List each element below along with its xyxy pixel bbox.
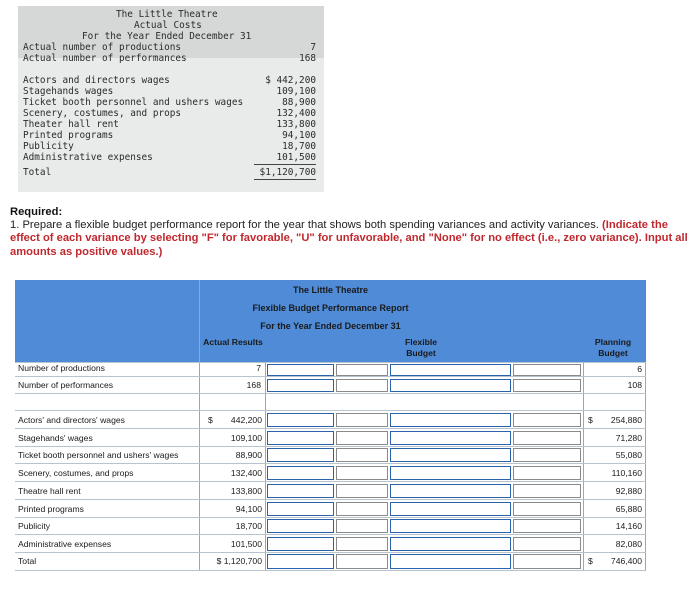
row-line (15, 410, 646, 411)
required-heading: Required: (10, 206, 63, 218)
activity-variance-effect-select[interactable] (513, 431, 581, 445)
total-actual: $ 1,120,700 (216, 556, 262, 566)
costs-item-value: 101,500 (276, 152, 316, 163)
row-line (15, 534, 646, 535)
item-planning: 65,880 (615, 504, 642, 514)
flexible-budget-input[interactable] (390, 519, 511, 533)
activity-variance-effect-select[interactable] (513, 448, 581, 462)
total-rule (254, 164, 316, 165)
item-actual: 109,100 (230, 433, 262, 443)
required-instruction: (Indicate the effect of each variance by selecting "F" for favorable, "U" for unfavorable, and "None" for no effect (i.e., zero variance). Input all amounts as positive values.) (10, 219, 688, 258)
costs-item-label: Actors and directors wages (23, 75, 170, 86)
spending-variance-effect-select[interactable] (336, 431, 388, 445)
costs-stat-value: 168 (299, 53, 316, 64)
row-line (15, 393, 646, 394)
col-planning-budget: Planning Budget (594, 337, 632, 358)
costs-item-label: Administrative expenses (23, 152, 153, 163)
spending-variance-effect-select[interactable] (336, 519, 388, 533)
costs-item-value: $ 442,200 (265, 75, 316, 86)
row-line (15, 428, 646, 429)
activity-variance-effect-select[interactable] (513, 519, 581, 533)
item-actual: 132,400 (230, 468, 262, 478)
stat-label: Number of performances (18, 380, 114, 390)
flexible-budget-input[interactable] (390, 364, 511, 376)
item-label: Actors' and directors' wages (18, 415, 125, 425)
item-planning: 55,080 (615, 450, 642, 460)
row-line (15, 499, 646, 500)
activity-variance-effect-select[interactable] (513, 413, 581, 427)
spending-variance-input[interactable] (267, 379, 334, 392)
dollar-sign: $ (208, 415, 213, 425)
item-actual: 88,900 (235, 450, 262, 460)
activity-variance-effect-select[interactable] (513, 466, 581, 480)
stat-actual: 168 (246, 380, 261, 390)
spending-variance-input[interactable] (267, 484, 334, 498)
report-period: For the Year Ended December 31 (260, 321, 401, 331)
item-label: Scenery, costumes, and props (18, 468, 134, 478)
spending-variance-effect-select[interactable] (336, 379, 388, 392)
costs-item-label: Ticket booth personnel and ushers wages (23, 97, 244, 108)
flexible-budget-input[interactable] (390, 502, 511, 516)
item-actual: 133,800 (230, 486, 262, 496)
item-label: Ticket booth personnel and ushers' wages (18, 450, 179, 460)
stat-actual: 7 (256, 363, 261, 373)
costs-title: The Little Theatre (116, 9, 218, 20)
col-flexible-budget: Flexible Budget (405, 337, 437, 358)
report-title: The Little Theatre (292, 285, 368, 295)
costs-item-value: 88,900 (282, 97, 316, 108)
stat-planning: 108 (627, 380, 642, 390)
item-planning: 82,080 (615, 539, 642, 549)
flexible-budget-input[interactable] (390, 431, 511, 445)
spending-variance-input[interactable] (267, 554, 334, 569)
stat-label: Number of productions (18, 363, 105, 373)
costs-total-label: Total (23, 167, 52, 178)
item-planning: 110,160 (611, 468, 642, 478)
required-task: 1. Prepare a flexible budget performance report for the year that shows both spending variances and activity variances. (10, 219, 599, 232)
item-label: Printed programs (18, 504, 84, 514)
stat-planning: 6 (637, 364, 642, 374)
item-actual: 18,700 (235, 521, 262, 531)
spending-variance-input[interactable] (267, 502, 334, 516)
required-text-block (10, 219, 694, 259)
spending-variance-input[interactable] (267, 537, 334, 551)
item-label: Theatre hall rent (18, 486, 81, 496)
activity-variance-effect-select[interactable] (513, 554, 581, 569)
costs-total-value: $1,120,700 (259, 167, 316, 178)
item-planning: 71,280 (615, 433, 642, 443)
spending-variance-input[interactable] (267, 413, 334, 427)
total-double-rule (254, 179, 316, 180)
costs-item-label: Stagehands wages (23, 86, 114, 97)
row-line (15, 446, 646, 447)
costs-item-label: Publicity (23, 141, 74, 152)
spending-variance-input[interactable] (267, 466, 334, 480)
spending-variance-effect-select[interactable] (336, 448, 388, 462)
flexible-budget-input[interactable] (390, 379, 511, 392)
costs-item-label: Theater hall rent (23, 119, 119, 130)
flexible-budget-input[interactable] (390, 413, 511, 427)
row-line (15, 481, 646, 482)
item-label: Publicity (18, 521, 50, 531)
activity-variance-effect-select[interactable] (513, 484, 581, 498)
costs-subtitle: Actual Costs (134, 20, 202, 31)
costs-item-value: 133,800 (276, 119, 316, 130)
costs-stat-label: Actual number of productions (23, 42, 182, 53)
spending-variance-effect-select[interactable] (336, 413, 388, 427)
costs-stat-value: 7 (310, 42, 316, 53)
costs-item-label: Printed programs (23, 130, 114, 141)
activity-variance-effect-select[interactable] (513, 537, 581, 551)
performance-report-table (15, 280, 646, 571)
spending-variance-effect-select[interactable] (336, 502, 388, 516)
spending-variance-input[interactable] (267, 519, 334, 533)
required-instructions (10, 206, 694, 259)
total-planning: 746,400 (610, 556, 642, 566)
item-actual: 101,500 (230, 539, 262, 549)
row-line (15, 552, 646, 553)
spending-variance-input[interactable] (267, 364, 334, 376)
spending-variance-input[interactable] (267, 431, 334, 445)
activity-variance-effect-select[interactable] (513, 502, 581, 516)
actual-costs-block (18, 6, 324, 192)
flexible-budget-input[interactable] (390, 554, 511, 569)
col-separator (199, 280, 200, 571)
spending-variance-effect-select[interactable] (336, 484, 388, 498)
activity-variance-effect-select[interactable] (513, 379, 581, 392)
dollar-sign: $ (588, 415, 593, 425)
item-planning: 92,880 (615, 486, 642, 496)
dollar-sign: $ (588, 556, 593, 566)
item-actual: 442,200 (230, 415, 262, 425)
row-line (15, 570, 646, 571)
total-label: Total (18, 556, 37, 566)
row-line (15, 463, 646, 464)
item-label: Administrative expenses (18, 539, 112, 549)
costs-period: For the Year Ended December 31 (82, 31, 252, 42)
spending-variance-effect-select[interactable] (336, 364, 388, 376)
costs-item-value: 94,100 (282, 130, 316, 141)
flexible-budget-input[interactable] (390, 537, 511, 551)
flexible-budget-input[interactable] (390, 448, 511, 462)
costs-item-value: 18,700 (282, 141, 316, 152)
col-actual-results: Actual Results (203, 337, 263, 347)
flexible-budget-input[interactable] (390, 466, 511, 480)
item-planning: 254,880 (610, 415, 642, 425)
costs-item-value: 132,400 (276, 108, 316, 119)
spending-variance-effect-select[interactable] (336, 466, 388, 480)
spending-variance-input[interactable] (267, 448, 334, 462)
report-subtitle: Flexible Budget Performance Report (252, 303, 409, 313)
activity-variance-effect-select[interactable] (513, 364, 581, 376)
spending-variance-effect-select[interactable] (336, 537, 388, 551)
item-label: Stagehands' wages (18, 433, 93, 443)
costs-item-value: 109,100 (276, 86, 316, 97)
item-planning: 14,160 (615, 521, 642, 531)
costs-item-label: Scenery, costumes, and props (23, 108, 182, 119)
row-line (15, 376, 646, 377)
costs-stat-label: Actual number of performances (23, 53, 187, 64)
item-actual: 94,100 (235, 504, 262, 514)
row-line (15, 517, 646, 518)
spending-variance-effect-select[interactable] (336, 554, 388, 569)
flexible-budget-input[interactable] (390, 484, 511, 498)
row-line (15, 362, 646, 363)
